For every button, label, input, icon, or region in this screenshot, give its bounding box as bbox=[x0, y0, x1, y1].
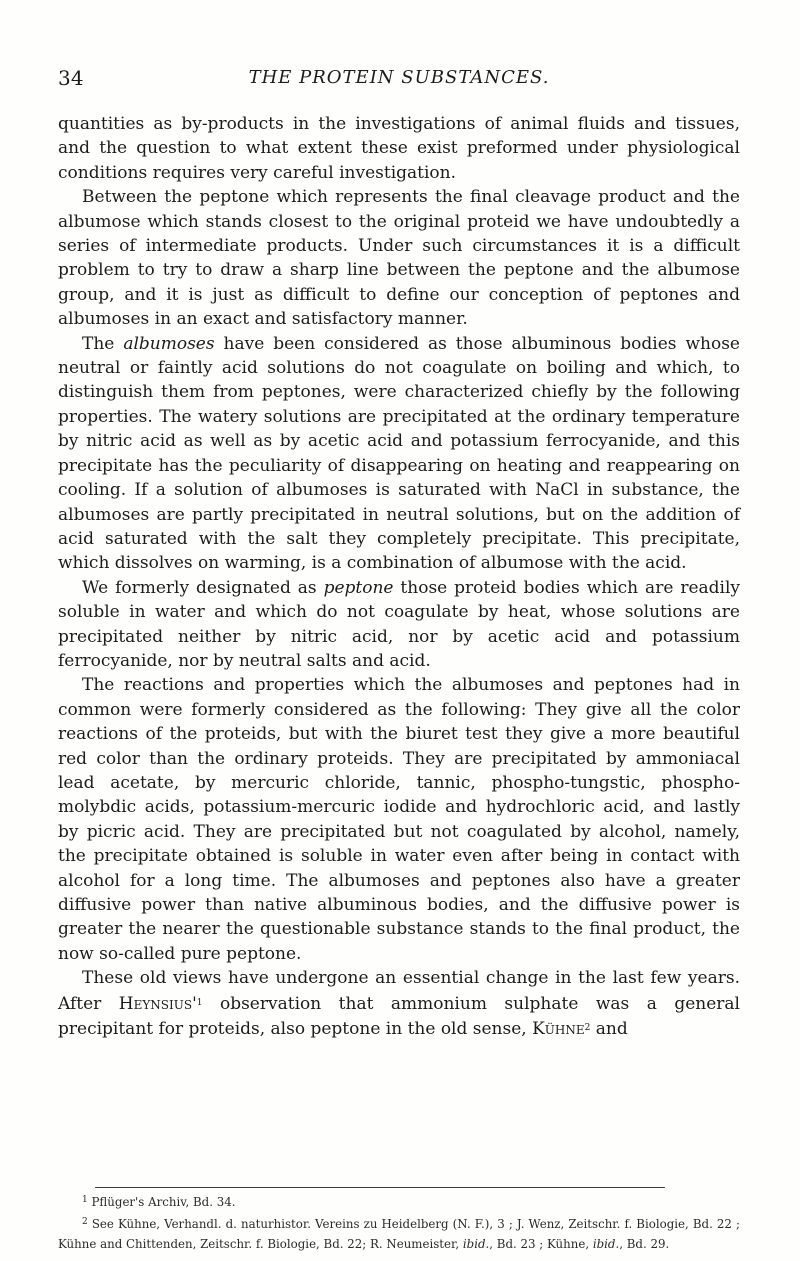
footnotes bbox=[58, 1190, 740, 1254]
footnote-divider bbox=[95, 1187, 665, 1188]
paragraph-3 bbox=[58, 332, 740, 576]
term-albumoses: albumoses bbox=[123, 333, 215, 354]
paragraph-1-text: quantities as by-products in the investigations of animal fluids and tissues, and the question to what extent these exist preformed under physiological conditions requires very careful investigation. bbox=[58, 114, 740, 183]
footnote-1 bbox=[58, 1190, 740, 1212]
footnote-2-text-a: See Kühne, Verhandl. d. naturhistor. Vereins zu Heidelberg (N. F.), 3 ; J. Wenz, Zeitschr. f. Biologie, Bd. 22 ; Kühne and Chittenden, Zeitschr. f. Biologie, Bd. 22; R. Neumeister, bbox=[58, 1217, 740, 1251]
author-heynsius: Heynsius bbox=[118, 993, 193, 1014]
page-header bbox=[58, 66, 740, 90]
footnote-2-mark: 2 bbox=[82, 1217, 88, 1227]
footnote-1-mark: 1 bbox=[82, 1195, 88, 1205]
paragraph-4-text: those proteid bodies which are readily soluble in water and which do not coagulate by heat, whose solutions are precipitated neither by nitric acid, nor by acetic acid and potassium ferrocyanide, nor by neutral salts and acid. bbox=[58, 577, 740, 671]
footnote-2-text-b: , Bd. 23 ; Kühne, bbox=[489, 1237, 593, 1251]
footnote-2 bbox=[58, 1212, 740, 1254]
body-text bbox=[58, 112, 740, 1041]
paragraph-4-lead: We formerly designated as bbox=[82, 577, 324, 598]
term-peptone: peptone bbox=[323, 577, 394, 598]
paragraph-3-lead: The bbox=[82, 333, 124, 354]
paragraph-4 bbox=[58, 576, 740, 674]
footnote-ref-2[interactable]: 2 bbox=[584, 1023, 591, 1034]
running-title: THE PROTEIN SUBSTANCES. bbox=[248, 67, 550, 88]
paragraph-3-text: have been considered as those albuminous bodies whose neutral or faintly acid solutions do not coagulate on boiling and which, to distinguish them from peptones, were characterized chiefly by the following properties. The watery solutions are precipitated at the ordinary temperature by nitric acid as well as by acetic acid and potassium ferrocyanide, and this precipitate has the peculiarity of disappearing on heating and reappearing on cooling. If a solution of albumoses is saturated with NaCl in substance, the albumoses are partly precipitated in neutral solutions, but on the addition of acid saturated with the salt they completely precipitate. This precipitate, which dissolves on warming, is a combination of albumose with the acid. bbox=[58, 333, 740, 574]
paragraph-2 bbox=[58, 185, 740, 331]
footnote-2-ibid-2: ibid. bbox=[592, 1237, 620, 1251]
paragraph-6-end: and bbox=[590, 1019, 628, 1040]
footnote-1-text: Pflüger's Archiv, Bd. 34. bbox=[87, 1195, 236, 1209]
paragraph-6-mid: observation that ammonium sulphate was a general precipitant for proteids, also peptone in the old sense, bbox=[58, 993, 740, 1040]
paragraph-1 bbox=[58, 112, 740, 185]
paragraph-5-text: The reactions and properties which the albumoses and peptones had in common were formerly considered as the following: They give all the color reactions of the proteids, but with the biuret test they give a more beautiful red color than the ordinary proteids. They are precipitated by ammoniacal lead acetate, by mercuric chloride, tannic, phospho-tungstic, phospho-molybdic acids, potassium-mercuric iodide and hydrochloric acid, and lastly by picric acid. They are precipitated but not coagulated by alcohol, namely, the precipitate obtained is soluble in water even after being in contact with alcohol for a long time. The albumoses and peptones also have a greater diffusive power than native albuminous bodies, and the diffusive power is greater the nearer the questionable substance stands to the final product, the now so-called pure peptone. bbox=[58, 675, 740, 964]
paragraph-6-lead: These old views have undergone an essential change in the last few years. After bbox=[58, 968, 740, 1014]
page-number: 34 bbox=[58, 66, 84, 90]
author-kuhne: Kühne bbox=[532, 1019, 585, 1040]
footnote-2-text-c: , Bd. 29. bbox=[619, 1237, 670, 1251]
footnote-2-ibid-1: ibid. bbox=[462, 1237, 490, 1251]
paragraph-2-text: Between the peptone which represents the final cleavage product and the albumose which stands closest to the original proteid we have undoubtedly a series of intermediate products. Under such circumstances it is a difficult problem to try to draw a sharp line between the peptone and the albumose group, and it is just as difficult to define our conception of peptones and albumoses in an exact and satisfactory manner. bbox=[58, 187, 740, 330]
paragraph-5 bbox=[58, 673, 740, 966]
footnote-ref-1[interactable]: 1 bbox=[196, 997, 203, 1008]
paragraph-6: These old views have undergone an essential change in the last few years. After $Heynsius'^1$ observation that ammonium sulphate was a general precipitant for proteids, also peptone in the old sense, Kühne$^2$ and bbox=[58, 968, 740, 1040]
